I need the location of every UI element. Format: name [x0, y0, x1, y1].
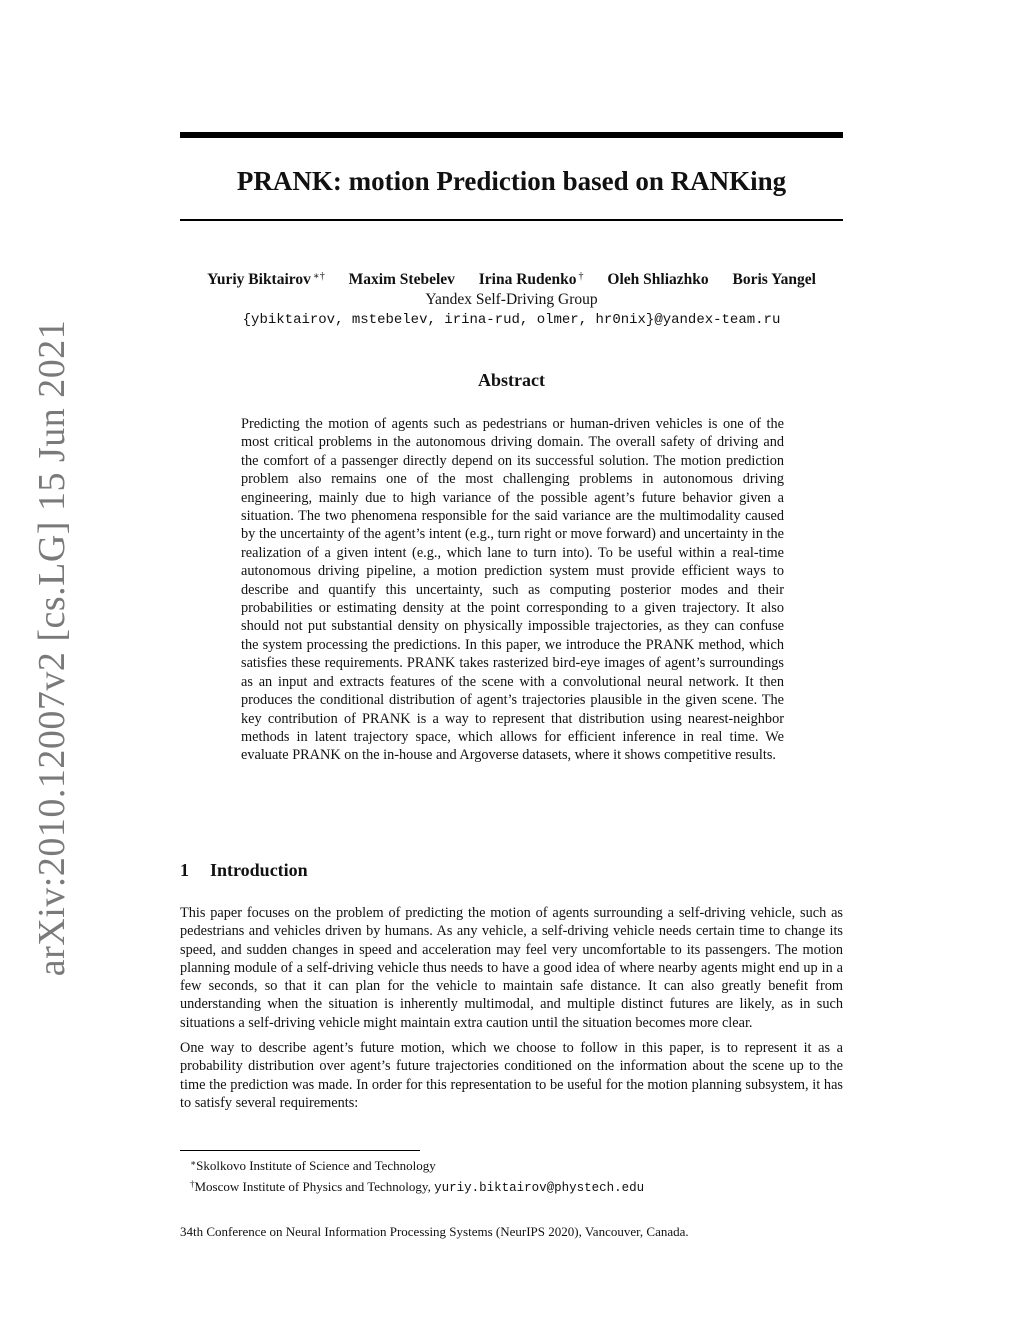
author-name: Boris Yangel	[732, 271, 816, 288]
author-mark: ∗†	[312, 271, 325, 282]
paragraph: This paper focuses on the problem of predicting the motion of agents surrounding a self-driving vehicle, such as pedestrians and vehicles driven by humans. As any vehicle, a self-driving vehicle needs certain time to change its speed, and sudden changes in speed and acceleration may feel very uncomfortable to its passengers. The motion planning module of a self-driving vehicle thus needs to have a good idea of where nearby agents might end up in a few seconds, so that it can plan for the vehicle to maintain safe distance. It can also greatly benefit from understanding when the situation is inherently multimodal, and multiple distinct futures are likely, as in such situations a self-driving vehicle might maintain extra caution until the situation becomes more clear.	[180, 905, 843, 1031]
footnote-rule	[180, 1150, 420, 1151]
conference-note: 34th Conference on Neural Information Processing Systems (NeurIPS 2020), Vancouver, Canada.	[180, 1224, 689, 1239]
footnote: ∗Skolkovo Institute of Science and Technology	[190, 1158, 436, 1173]
author-name: Oleh Shliazhko	[607, 271, 709, 288]
title-top-rule	[180, 132, 843, 138]
author-name: Irina Rudenko	[478, 271, 577, 288]
author-name: Maxim Stebelev	[348, 271, 455, 288]
title-bottom-rule	[180, 219, 843, 221]
abstract-text: Predicting the motion of agents such as pedestrians or human-driven vehicles is one of the most critical problems in the autonomous driving domain. The overall safety of driving and the comfort of a passenger directly depend on its successful solution. The motion prediction problem also remains one of the most challenging problems in autonomous driving engineering, mainly due to high variance of the possible agent’s future behavior given a situation. The two phenomena responsible for the said variance are the multimodality caused by the uncertainty of the agent’s intent (e.g., turn right or move forward) and uncertainty in the realization of a given intent (e.g., which lane to turn into). To be useful within a real-time autonomous driving pipeline, a motion prediction system must provide efficient ways to describe and quantify this uncertainty, such as computing posterior modes and their probabilities or estimating density at the point corresponding to a given trajectory. It also should not put substantial density on physically impossible trajectories, as they can confuse the system processing the predictions. In this paper, we introduce the PRANK method, which satisfies these requirements. PRANK takes rasterized bird-eye images of agent’s surroundings as an input and extracts features of the scene with a convolutional neural network. It then produces the conditional distribution of agent’s trajectories plausible in the given scene. The key contribution of PRANK is a way to represent that distribution using nearest-neighbor methods in latent trajectory space, which allows for efficient inference in real time. We evaluate PRANK on the in-house and Argoverse datasets, where it shows competitive results.	[241, 416, 784, 764]
section-body	[180, 904, 843, 1119]
paragraph: One way to describe agent’s future motion, which we choose to follow in this paper, is to represent it as a probability distribution over agent’s future trajectories conditioned on the information about the scene up to the time the prediction was made. In order for this representation to be useful for the motion planning subsystem, it has to satisfy several requirements:	[180, 1040, 843, 1111]
footnote-email: yuriy.biktairov@phystech.edu	[434, 1181, 645, 1195]
paper-title: PRANK: motion Prediction based on RANKing	[236, 166, 787, 196]
abstract-heading: Abstract	[478, 370, 545, 390]
section-number: 1	[180, 860, 189, 880]
author-names	[180, 266, 843, 290]
section-title: Introduction	[210, 860, 308, 880]
affiliation: Yandex Self-Driving Group	[425, 291, 598, 308]
author-name: Yuriy Biktairov	[207, 271, 311, 288]
footnotes	[190, 1154, 644, 1197]
arxiv-identifier: arXiv:2010.12007v2 [cs.LG] 15 Jun 2021	[31, 319, 73, 977]
author-emails: {ybiktairov, mstebelev, irina-rud, olmer, hr0nix}@yandex-team.ru	[242, 312, 781, 328]
author-block	[180, 266, 843, 330]
author-mark: †	[578, 271, 584, 282]
section-heading	[180, 860, 308, 881]
footnote: †Moscow Institute of Physics and Technology, yuriy.biktairov@phystech.edu	[190, 1179, 645, 1195]
